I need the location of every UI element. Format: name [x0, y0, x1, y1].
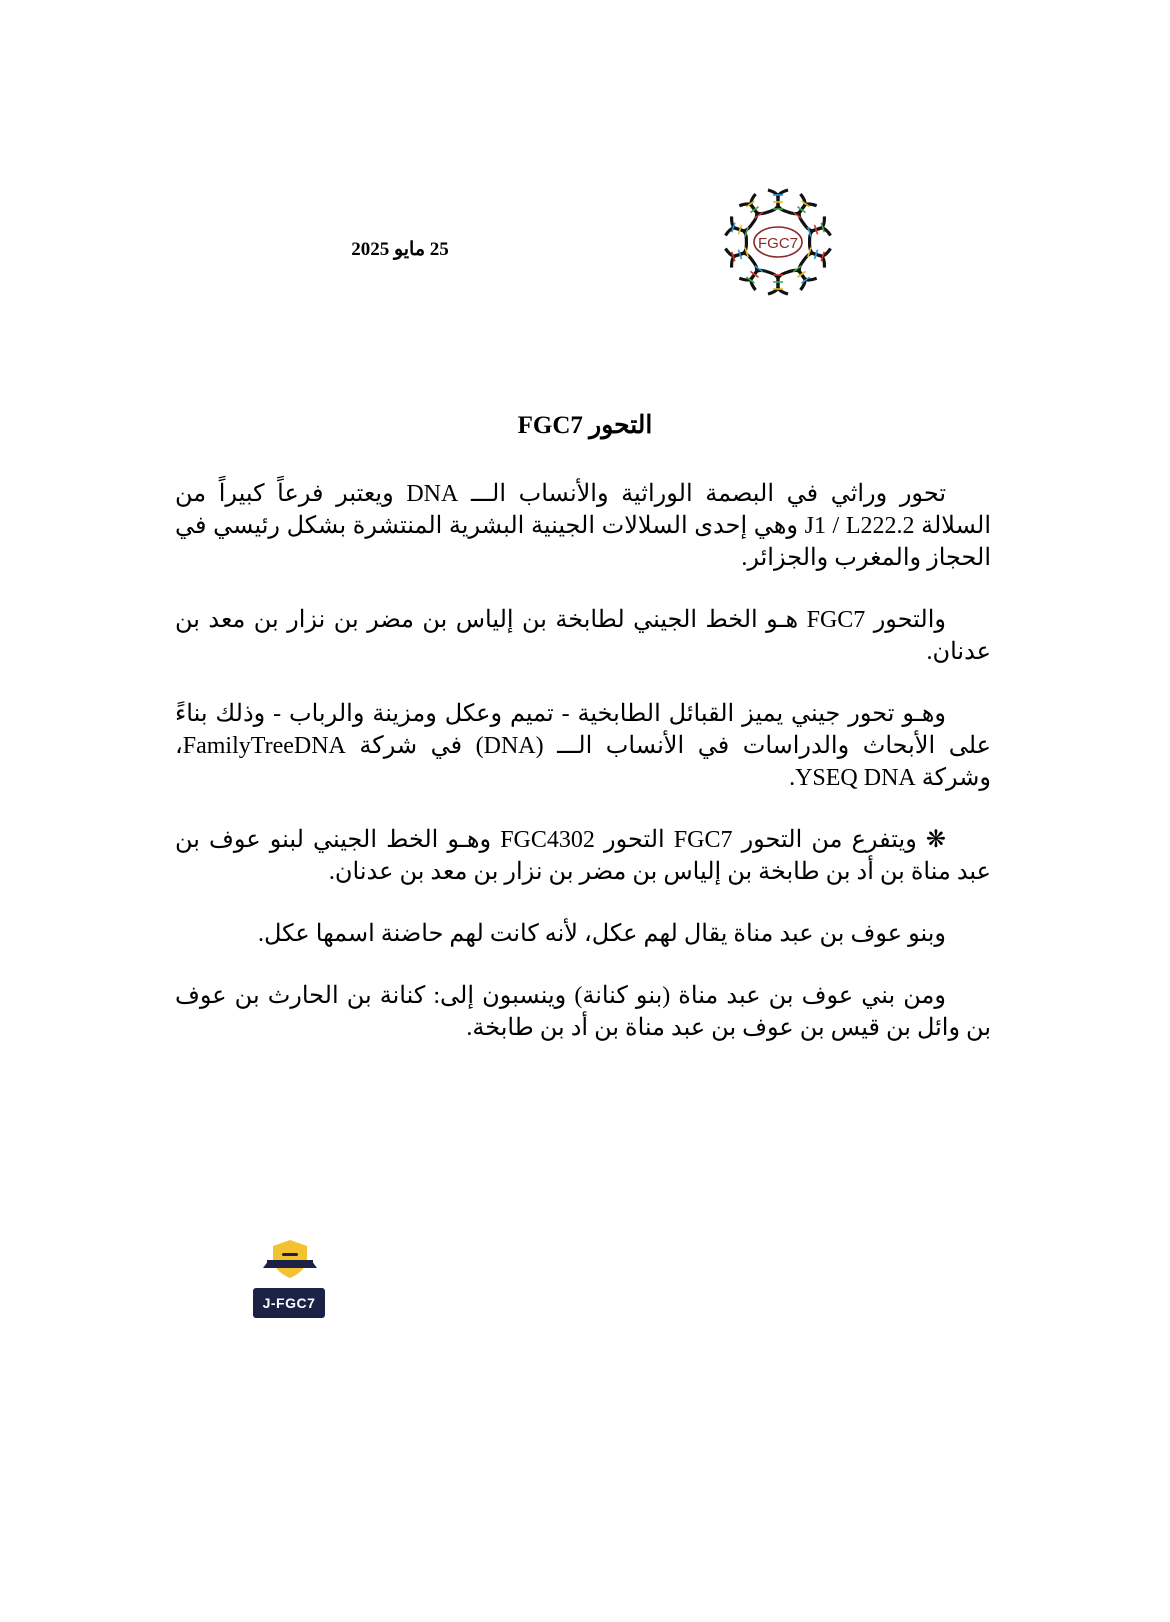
shield-badge-icon [263, 1238, 317, 1280]
document-date: 25 مايو 2025 [351, 239, 449, 260]
logo-text: FGC7 [757, 235, 799, 252]
paragraph-6: ومن بني عوف بن عبد مناة (بنو كنانة) وينسبون إلى: كنانة بن الحارث بن عوف بن وائل بن قيس بن عوف بن عبد مناة بن أد بن طابخة. [175, 983, 991, 1041]
document-body [175, 478, 991, 1074]
paragraph-5: وبنو عوف بن عبد مناة يقال لهم عكل، لأنه كانت لهم حاضنة اسمها عكل. [258, 921, 946, 947]
haplogroup-badge [253, 1238, 325, 1320]
badge-label: J-FGC7 [253, 1288, 325, 1318]
paragraph-2: والتحور FGC7 هـو الخط الجيني لطابخة بن إلياس بن مضر بن نزار بن معد بن عدنان. [175, 607, 991, 665]
document-title: التحور FGC7 [517, 412, 653, 439]
dna-ring-logo-icon [722, 186, 834, 298]
paragraph-1: تحور وراثي في البصمة الوراثية والأنساب الـــ DNA ويعتبر فرعاً كبيراً من السلالة J1 / L222.2 وهي إحدى السلالات الجينية البشرية المنتشرة بشكل رئيسي في الحجاز والمغرب والجزائر. [175, 481, 992, 571]
paragraph-3: وهـو تحور جيني يميز القبائل الطابخية - تميم وعكل ومزينة والرباب - وذلك بناءً على الأبحاث والدراسات في الأنساب الـــ (DNA) في شركة FamilyTreeDNA، وشركة YSEQ DNA. [175, 701, 991, 791]
paragraph-4: ❋ ويتفرع من التحور FGC7 التحور FGC4302 وهـو الخط الجيني لبنو عوف بن عبد مناة بن أد بن طابخة بن إلياس بن مضر بن نزار بن معد بن عدنان. [175, 827, 991, 885]
